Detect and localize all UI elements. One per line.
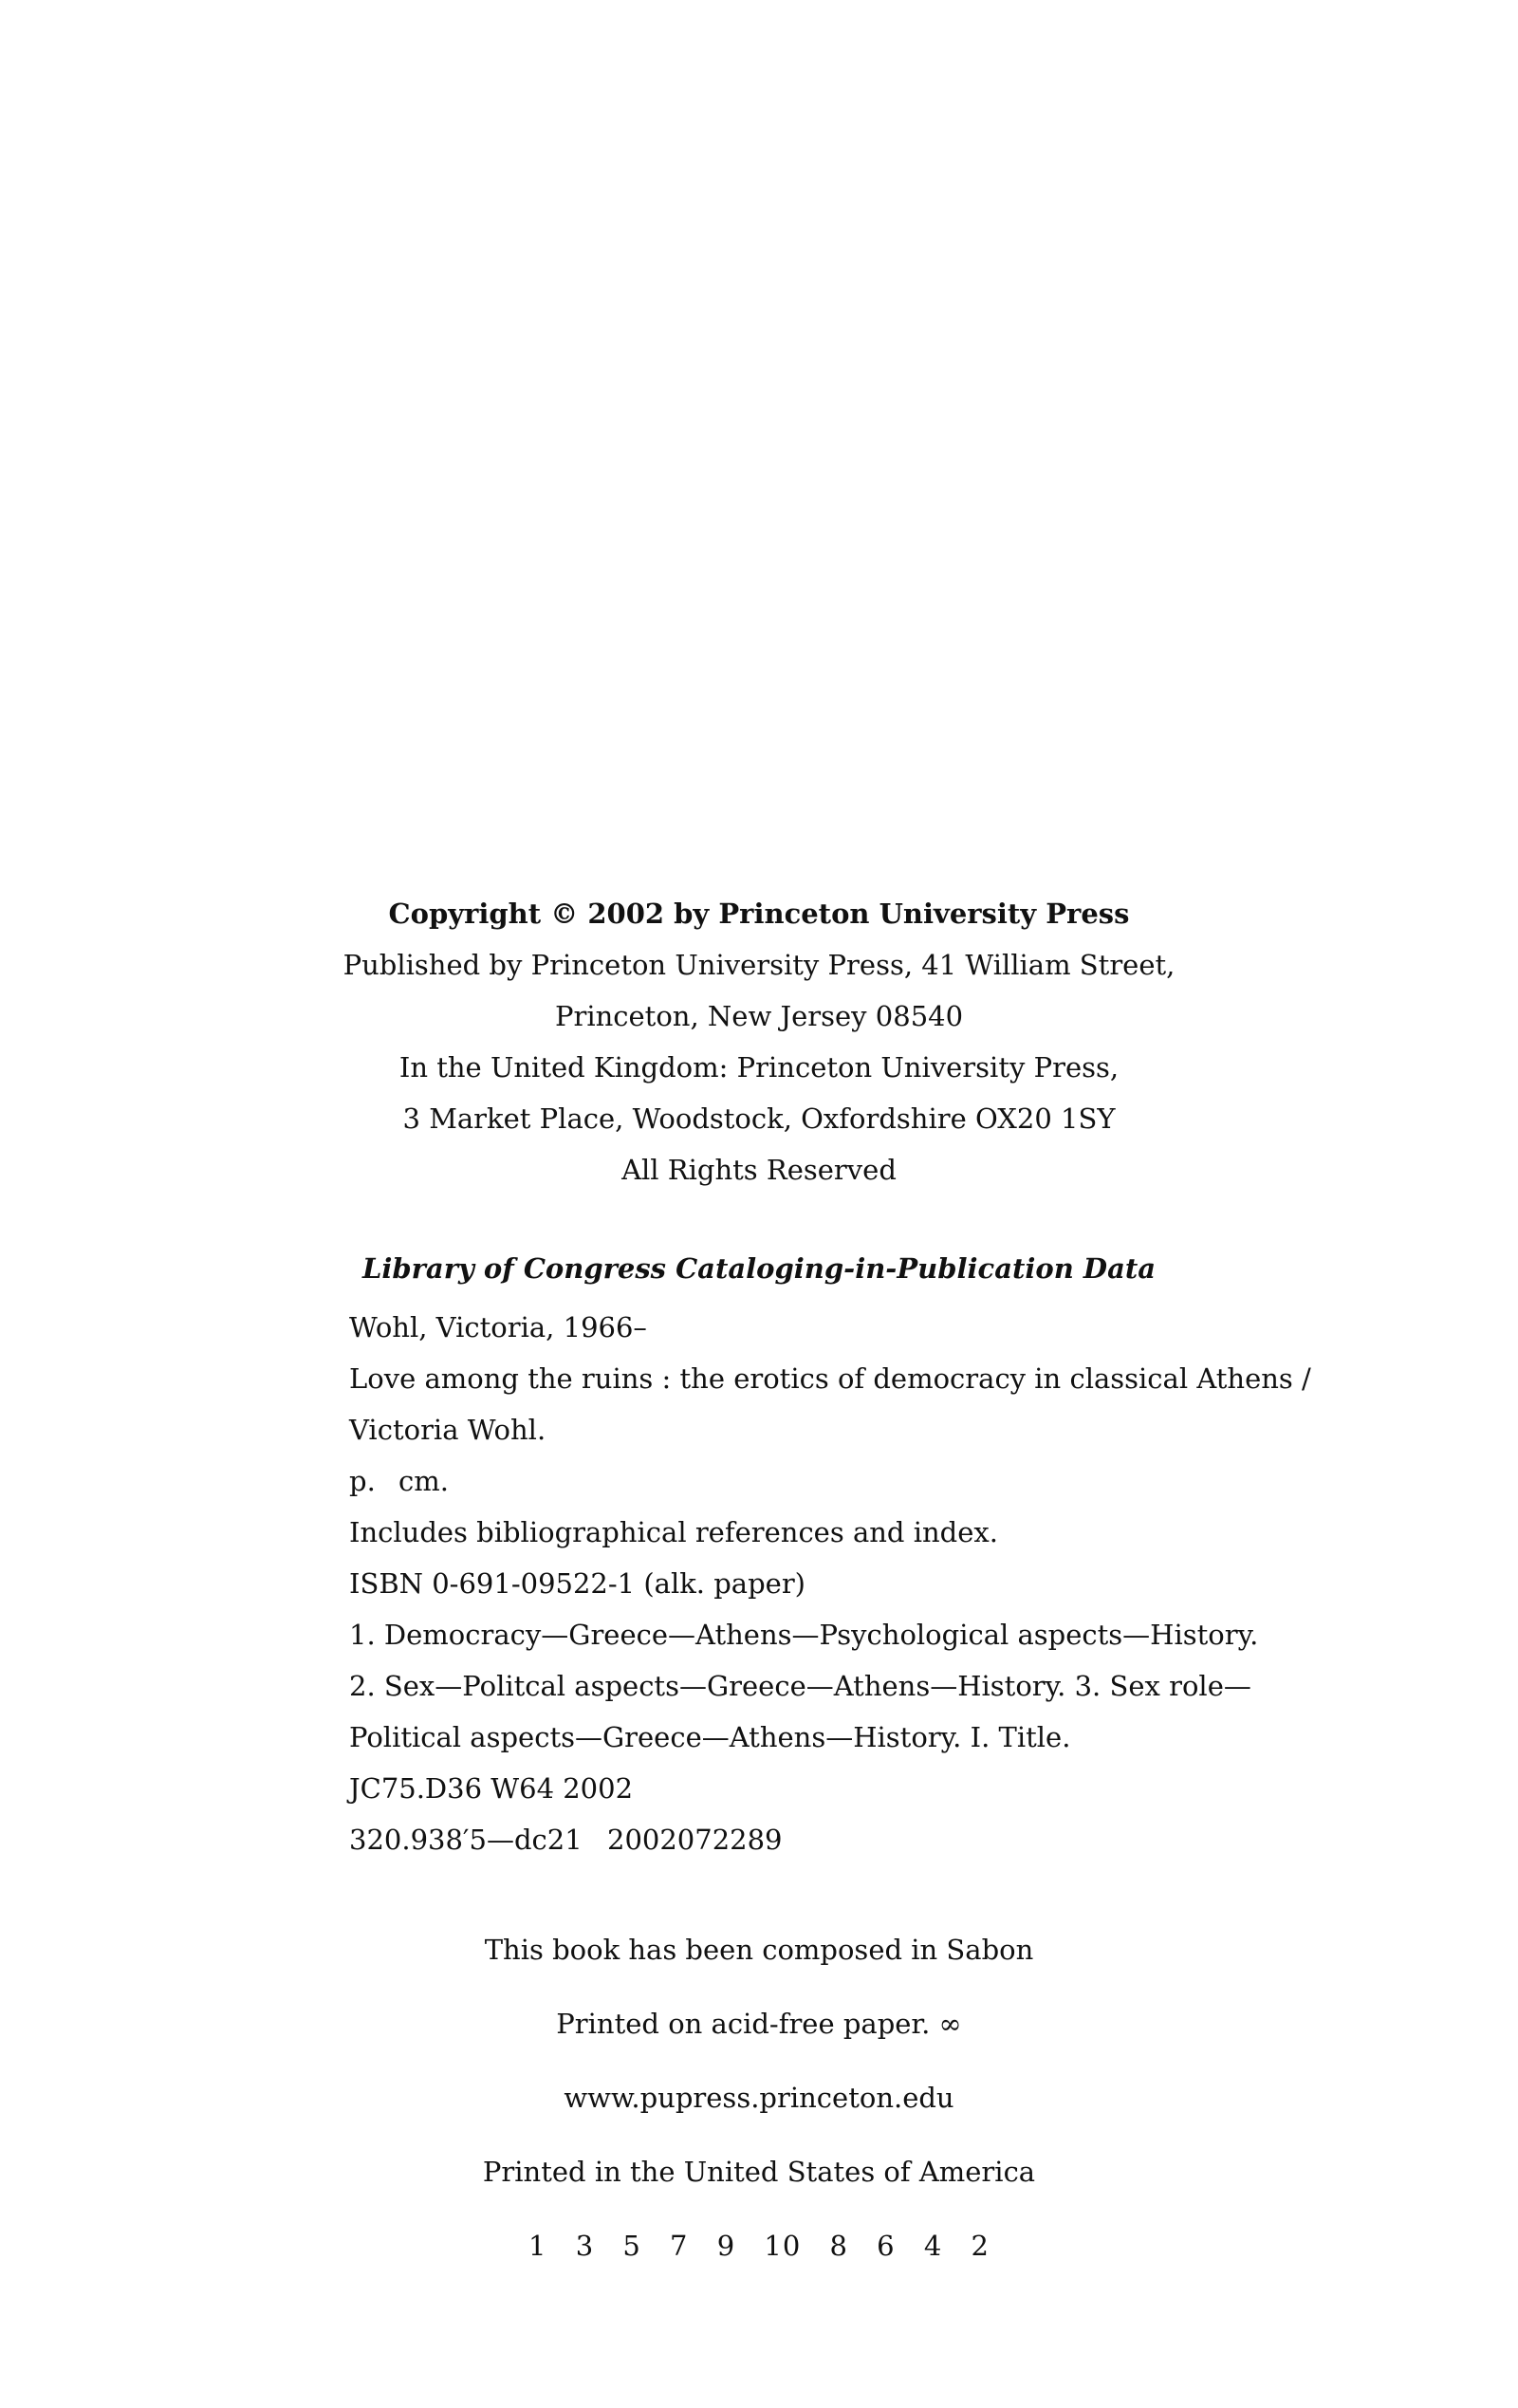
cip-notes: Includes bibliographical references and index.: [349, 1516, 998, 1548]
paper-note: Printed on acid-free paper. ∞: [556, 2008, 962, 2040]
cip-subjects-line-2: 2. Sex—Politcal aspects—Greece—Athens—History. 3. Sex role—: [349, 1670, 1251, 1702]
typeface-note: This book has been composed in Sabon: [484, 1934, 1034, 1966]
cip-lc-class: JC75.D36 W64 2002: [349, 1772, 634, 1805]
printing-number-line: 1 3 5 7 9 10 8 6 4 2: [528, 2230, 990, 2262]
cip-title-line-2: Victoria Wohl.: [349, 1414, 546, 1446]
cip-dewey: 320.938′5—dc21: [349, 1824, 583, 1856]
cip-author: Wohl, Victoria, 1966–: [349, 1311, 647, 1343]
publisher-address-line-1: Published by Princeton University Press, 41 William Street,: [342, 949, 1176, 981]
copyright-block: [0, 888, 1518, 1195]
cip-lccn: 2002072289: [607, 1824, 783, 1856]
cip-isbn: ISBN 0-691-09522-1 (alk. paper): [349, 1567, 805, 1600]
cip-record: [349, 1302, 1311, 1865]
colophon-block: [0, 1913, 1518, 2283]
cip-heading: Library of Congress Cataloging-in-Publication Data: [361, 1252, 1157, 1285]
cip-pagination: [349, 1455, 1203, 1507]
cip-pagination-p: p.: [349, 1465, 376, 1497]
uk-address-line-1: In the United Kingdom: Princeton University Press,: [398, 1051, 1120, 1084]
cip-pagination-cm: cm.: [398, 1465, 449, 1497]
cip-subjects-line-1: 1. Democracy—Greece—Athens—Psychological aspects—History.: [349, 1619, 1259, 1651]
cip-subjects-line-3: Political aspects—Greece—Athens—History. I. Title.: [349, 1721, 1071, 1753]
cip-classification: [349, 1814, 1203, 1865]
publisher-address-line-2: Princeton, New Jersey 08540: [554, 1000, 964, 1032]
rights-statement: All Rights Reserved: [621, 1154, 897, 1186]
copyright-notice: Copyright © 2002 by Princeton University Press: [388, 898, 1130, 930]
printed-country: Printed in the United States of America: [482, 2156, 1036, 2188]
publisher-website: www.pupress.princeton.edu: [564, 2082, 954, 2114]
cip-title-line-1: Love among the ruins : the erotics of democracy in classical Athens /: [349, 1362, 1311, 1395]
uk-address-line-2: 3 Market Place, Woodstock, Oxfordshire OX20 1SY: [402, 1102, 1116, 1135]
